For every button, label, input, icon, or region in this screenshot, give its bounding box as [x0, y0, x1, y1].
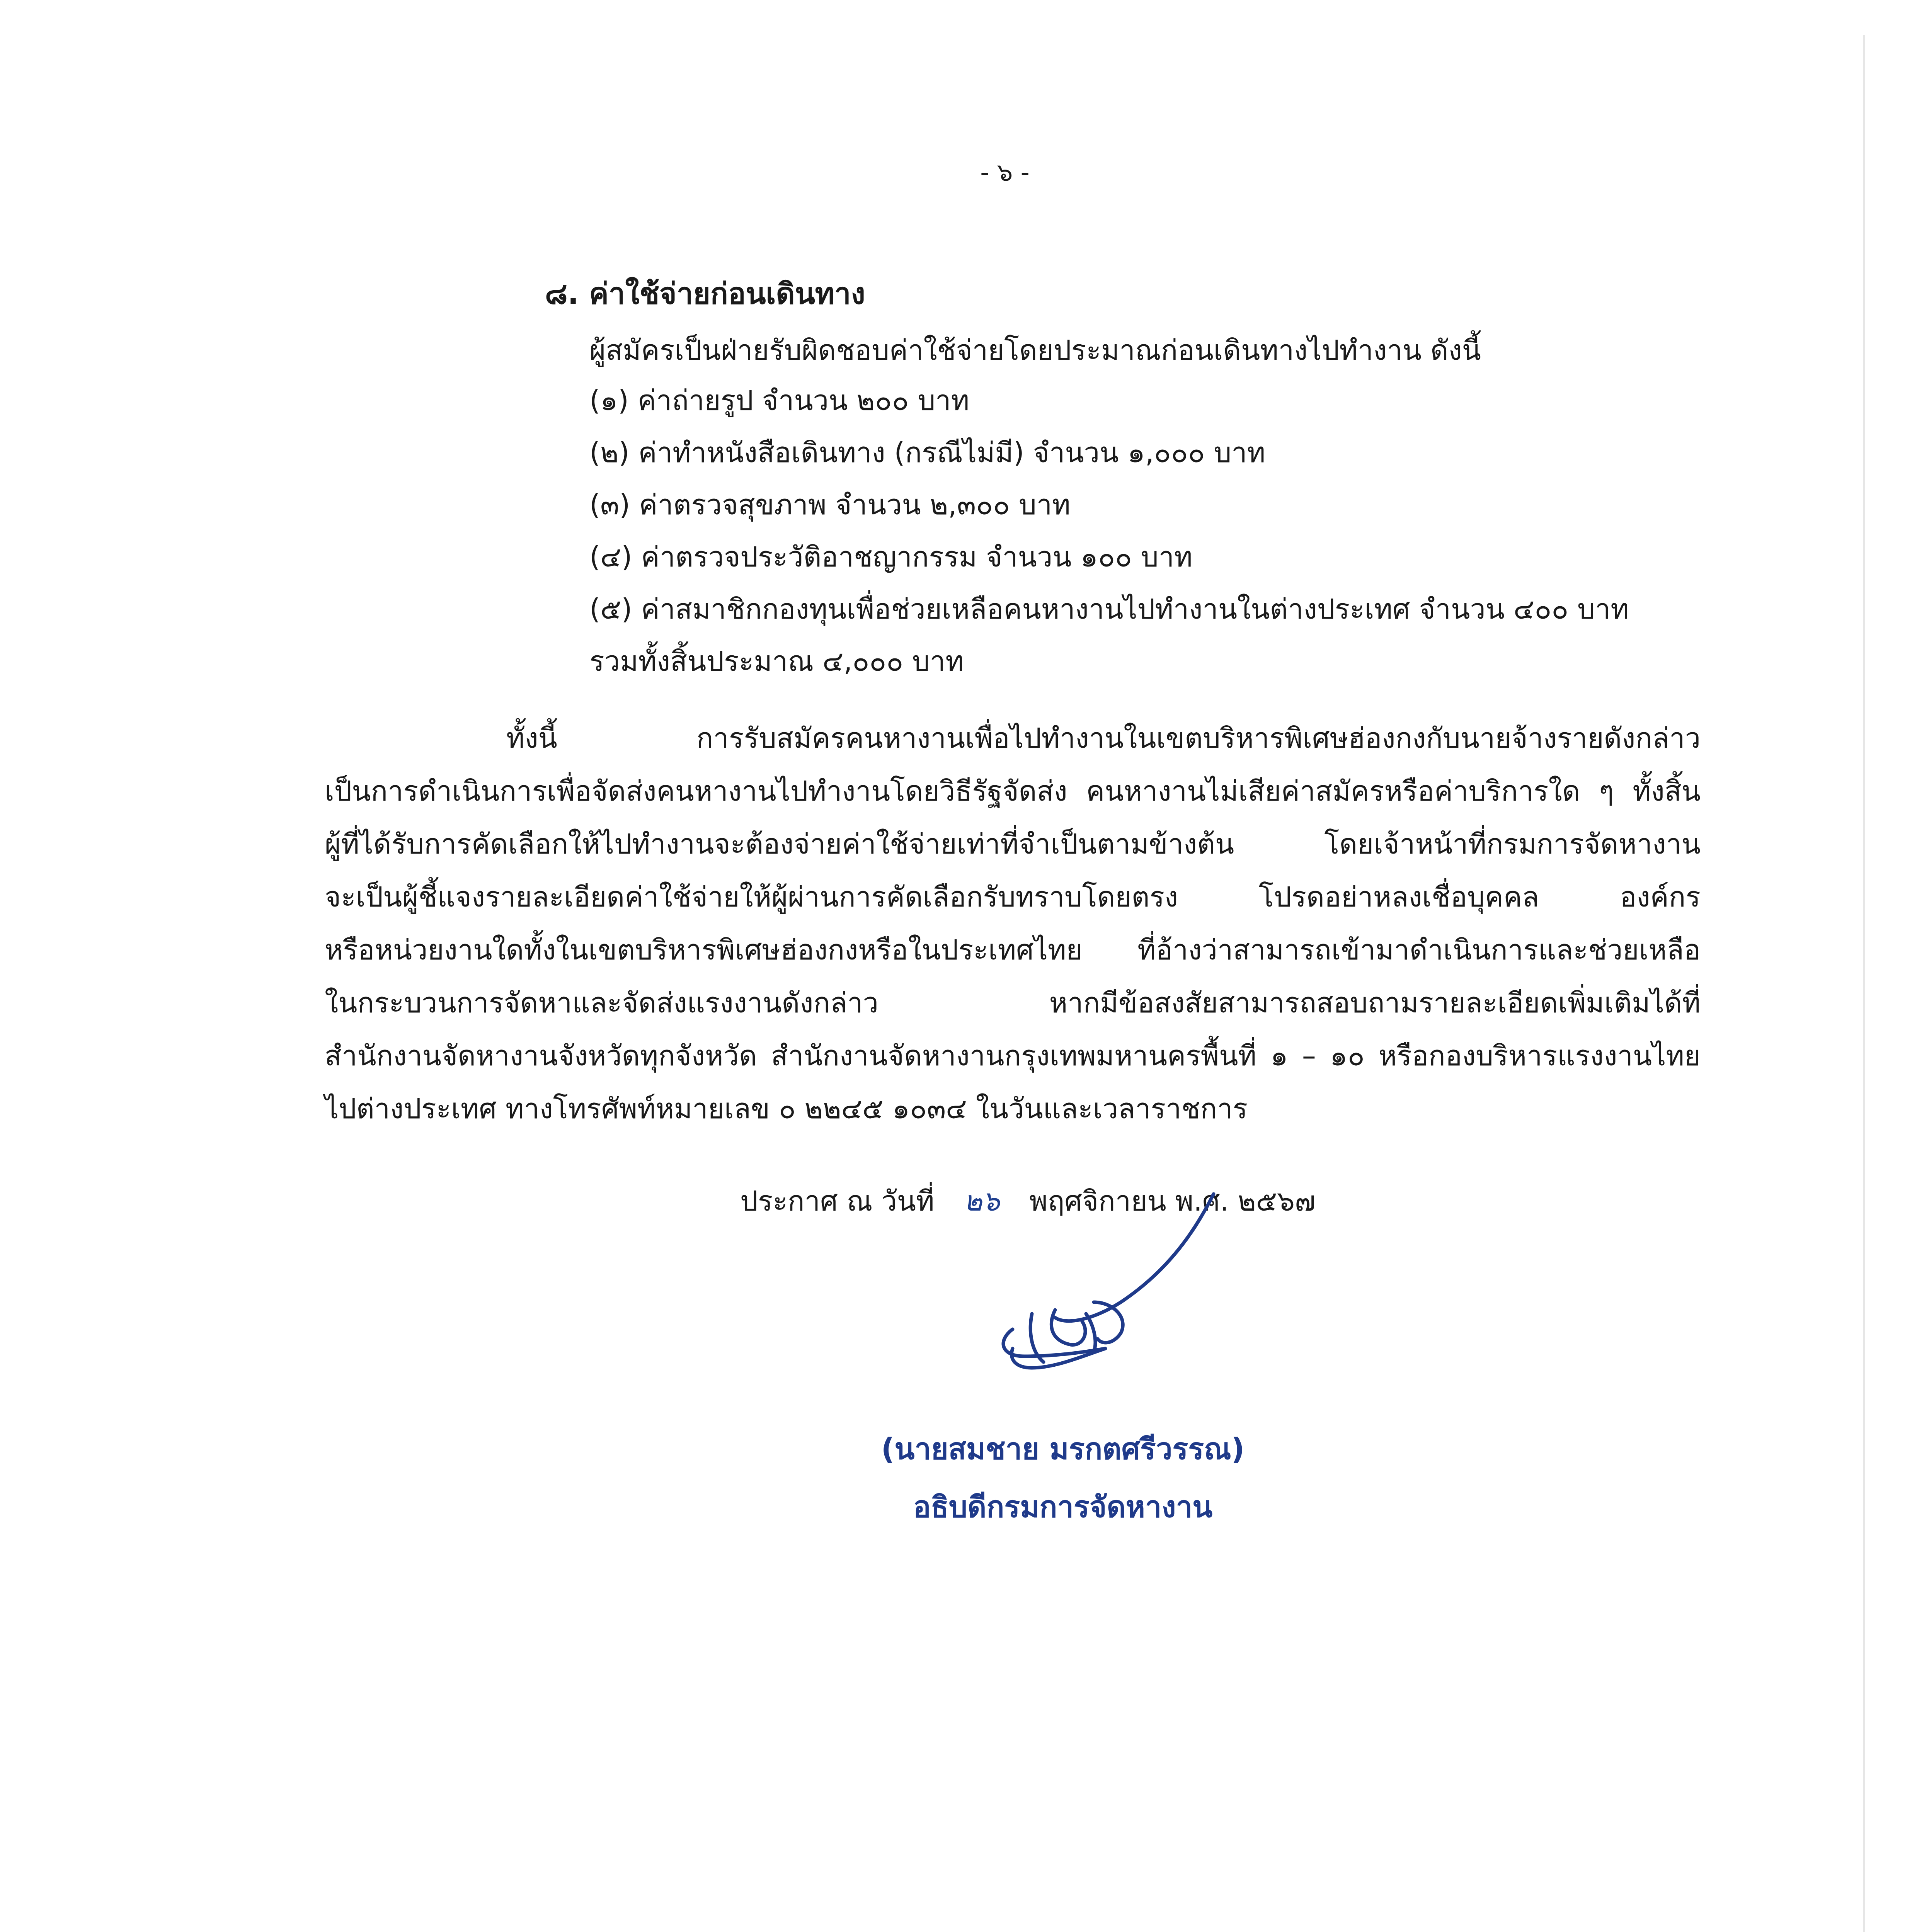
- paragraph-line: ทั้งนี้ การรับสมัครคนหางานเพื่อไปทำงานในเขตบริหารพิเศษฮ่องกงกับนายจ้างรายดังกล่าว: [506, 722, 1701, 754]
- signer-name: (นายสมชาย มรกตศรีวรรณ): [881, 1432, 1245, 1466]
- announcement-day: ๒๖: [964, 1185, 1000, 1217]
- paragraph-line: ไปต่างประเทศ ทางโทรศัพท์หมายเลข ๐ ๒๒๔๕ ๑๐๓๔ ในวันและเวลาราชการ: [325, 1092, 1248, 1125]
- paragraph-line: จะเป็นผู้ชี้แจงรายละเอียดค่าใช้จ่ายให้ผู้ผ่านการคัดเลือกรับทราบโดยตรง โปรดอย่าหลงเชื่อบุคคล องค์กร: [325, 881, 1701, 913]
- cost-item: (๔) ค่าตรวจประวัติอาชญากรรม จำนวน ๑๐๐ บาท: [589, 541, 1193, 573]
- cost-item: (๒) ค่าทำหนังสือเดินทาง (กรณีไม่มี) จำนวน ๑,๐๐๐ บาท: [589, 436, 1266, 469]
- announcement-suffix: พฤศจิกายน พ.ศ. ๒๕๖๗: [1029, 1185, 1316, 1217]
- signer-title: อธิบดีกรมการจัดหางาน: [913, 1490, 1213, 1524]
- page-edge-right: [1863, 35, 1865, 1932]
- paragraph-line: ผู้ที่ได้รับการคัดเลือกให้ไปทำงานจะต้องจ่ายค่าใช้จ่ายเท่าที่จำเป็นตามข้างต้น โดยเจ้าหน้าที่กรมการจัดหางาน: [325, 828, 1701, 860]
- paragraph-line: ในกระบวนการจัดหาและจัดส่งแรงงานดังกล่าว หากมีข้อสงสัยสามารถสอบถามรายละเอียดเพิ่มเติมได้ที่: [325, 986, 1701, 1019]
- signature-icon: [966, 1186, 1237, 1403]
- cost-item: (๕) ค่าสมาชิกกองทุนเพื่อช่วยเหลือคนหางานไปทำงานในต่างประเทศ จำนวน ๔๐๐ บาท: [589, 593, 1629, 625]
- cost-item: (๓) ค่าตรวจสุขภาพ จำนวน ๒,๓๐๐ บาท: [589, 488, 1071, 521]
- body-paragraph: [325, 715, 1701, 1138]
- announcement-prefix: ประกาศ ณ วันที่: [740, 1185, 935, 1217]
- page-number: - ๖ -: [980, 158, 1030, 187]
- cost-item: (๑) ค่าถ่ายรูป จำนวน ๒๐๐ บาท: [589, 384, 970, 417]
- section-heading: ๘. ค่าใช้จ่ายก่อนเดินทาง: [545, 276, 865, 311]
- cost-total: รวมทั้งสิ้นประมาณ ๔,๐๐๐ บาท: [589, 645, 964, 677]
- paragraph-line: เป็นการดำเนินการเพื่อจัดส่งคนหางานไปทำงานโดยวิธีรัฐจัดส่ง คนหางานไม่เสียค่าสมัครหรือค่าบริการใด ๆ ทั้งสิ้น: [325, 775, 1701, 807]
- paragraph-line: สำนักงานจัดหางานจังหวัดทุกจังหวัด สำนักงานจัดหางานกรุงเทพมหานครพื้นที่ ๑ – ๑๐ หรือกองบริหารแรงงานไทย: [325, 1039, 1701, 1072]
- paragraph-line: หรือหน่วยงานใดทั้งในเขตบริหารพิเศษฮ่องกงหรือในประเทศไทย ที่อ้างว่าสามารถเข้ามาดำเนินการและช่วยเหลือ: [325, 934, 1701, 966]
- section-intro: ผู้สมัครเป็นฝ่ายรับผิดชอบค่าใช้จ่ายโดยประมาณก่อนเดินทางไปทำงาน ดังนี้: [589, 334, 1481, 366]
